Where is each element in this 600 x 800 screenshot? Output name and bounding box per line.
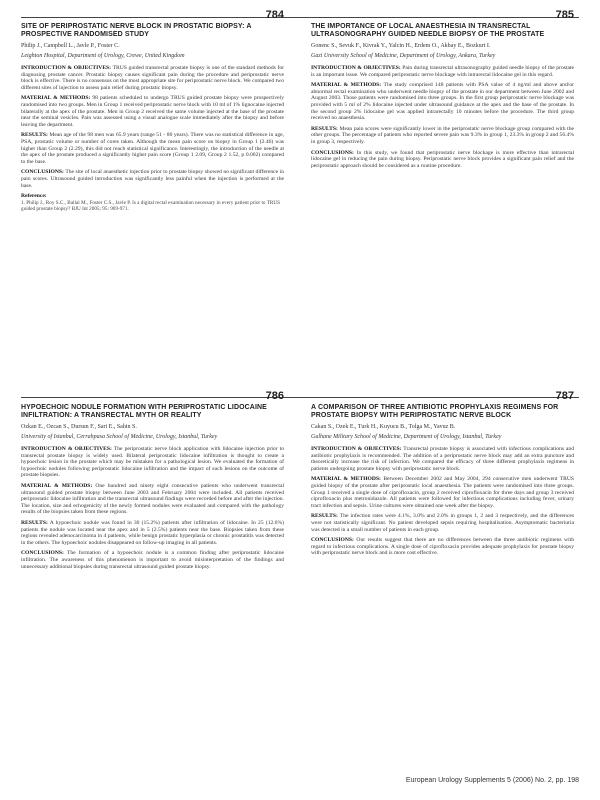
section-results: RESULTS: Mean pain scores were significantly lower in the periprostatic nerve blockage group compared with the other groups. The percentage of patients who reported severe pain was 9.3% in group 1, 23.3% in group 2 and 56.4% in group 3, respectively. [311,125,574,145]
abstract-affiliation: Gulhane Military School of Medicine, Department of Urology, Istanbul, Turkey [311,434,502,440]
abstract-title: A COMPARISON OF THREE ANTIBIOTIC PROPHYLAXIS REGIMENS FOR PROSTATE BIOPSY WITH PERIPROSTATIC NERVE BLOCK [311,404,559,419]
abstract-authors: Philip J., Campbell L., Javle P., Foster C. [21,43,120,49]
section-results: RESULTS: The infection rates were 4.1%, 3.0% and 2.0% in groups 1, 2 and 3 respectively, and the differences were not statistically significant. No patient developed sepsis requiring hospitalisation. Asymptomatic bacteriuria was detected in a small number of patients in each group. [311,513,574,533]
abstract-number: 786 [265,390,284,402]
section-introduction: INTRODUCTION & OBJECTIVES: TRUS guided transrectal prostate biopsy is one of the standard methods for diagnosing prostate cancer. Prostatic biopsy causes significant pain during the procedure and periprostatic nerve block is effective. There is no consensus on the most appropriate site for periprostatic nerve block. We compared two different sites of injection to assess pain relief during prostatic biopsy. [21,65,284,91]
abstract-title: HYPOECHOIC NODULE FORMATION WITH PERIPROSTATIC LIDOCAINE INFILTRATION: A TRANSRECTAL MYTH OR REALITY [21,404,267,419]
abstract-title: SITE OF PERIPROSTATIC NERVE BLOCK IN PROSTATIC BIOPSY: A PROSPECTIVE RANDOMISED STUDY [21,23,252,38]
section-methods: MATERIAL & METHODS: Between December 2002 and May 2004, 294 consecutive men underwent TRUS guided biopsy of the prostate after periprostatic local anaesthesia. The patients were randomised into three groups. Group 1 received a single dose of ciprofloxacin, group 2 received ciprofloxacin for three days and group 3 received ciprofloxacin plus metronidazole. All patients were followed for infectious complications including fever, urinary tract infection and sepsis. Urine cultures were obtained one week after the biopsy. [311,476,574,509]
section-results: RESULTS: A hypoechoic nodule was found in 30 (15.2%) patients after infiltration of lidocaine. In 25 (12.6%) patients the nodule was located near the apex and in 5 (2.5%) patients near the base. Biopsies taken from these regions revealed adenocarcinoma in 4 patients, while benign prostatic hyperplasia or chronic prostatitis was detected in the others. The hypoechoic nodules disappeared on follow-up imaging in all patients. [21,519,285,546]
journal-footer: European Urology Supplements 5 (2006) No. 2, pp. 198 [405,777,579,784]
section-methods: MATERIAL & METHODS: 98 patients scheduled to undergo TRUS guided prostate biopsy were prospectively randomised into two groups. Men in Group 1 received periprostatic nerve block with 10 ml of 1% lignocaine injected bilaterally at the apex of the prostate. Men in Group 2 received the same volume injected at the base of the prostate near the seminal vesicles. Pain was assessed using a visual analogue scale immediately after the biopsy and before leaving the department. [21,95,284,128]
section-introduction: INTRODUCTION & OBJECTIVES: The periprostatic nerve block application with lidocaine injection prior to transrectal prostate biopsy is widely used. Bilateral periprostatic lidocaine infiltration is thought to create a hypoechoic lesion in the prostate which may be mistaken for a pathological lesion. We evaluated the formation of hypoechoic nodules following periprostatic lidocaine infiltration and the impact of such lesions on the outcome of prostate biopsies. [21,446,285,479]
section-conclusions: CONCLUSIONS: The site of local anaesthetic injection prior to prostate biopsy showed no significant difference in pain scores. Ultrasound guided introduction was significantly less painful when the injection is performed at the base. [21,169,284,189]
section-conclusions: CONCLUSIONS: In this study, we found that periprostatic nerve blockage is more effective than intrarectal lidocaine gel in reducing the pain during biopsy. Periprostatic nerve block provides a significant pain relief and the periprostatic approach should be considered as a routine procedure. [311,149,574,169]
section-conclusions: CONCLUSIONS: Our results suggest that there are no differences between the three antibiotic regimens with regard to infectious complications. A single dose of ciprofloxacin provides adequate prophylaxis for prostate biopsy with periprostatic nerve block and is more cost effective. [311,537,574,557]
abstract-785 [311,9,574,173]
abstract-787 [311,390,574,561]
abstract-number: 784 [265,9,284,21]
abstract-authors: Gonenc S., Sevuk F., Kivrak Y., Yalcin H., Erdem O., Akbay E., Bozkurt I. [311,43,491,49]
references-text: 1. Philip J., Roy S.C., Ballal M., Foster C.S., Javle P. Is a digital rectal examination necessary in every patient prior to TRUS guided prostate biopsy? BJU Int 2005; 95: 969-971. [21,200,280,213]
section-methods: MATERIAL & METHODS: One hundred and ninety eight consecutive patients who underwent transrectal ultrasound guided prostate biopsy between June 2003 and February 2004 were included. All patients received periprostatic lidocaine infiltration and the transrectal ultrasound findings were recorded before and after the injection. The location, size and echogenicity of the newly formed nodules were evaluated and compared with the pathology results of the biopsies taken from these regions. [21,482,284,516]
section-conclusions: CONCLUSIONS: The formation of a hypoechoic nodule is a common finding after periprostatic lidocaine infiltration. The awareness of this phenomenon is important to avoid misinterpretation of the findings and unnecessary additional biopsies during transrectal ultrasound guided prostate biopsy. [21,550,284,570]
section-results: RESULTS: Mean age of the 98 men was 65.9 years (range 51 - 80 years). There was no statistical difference in age, PSA, prostatic volume or number of cores taken. Although the mean pain score on biopsy in Group 1 (2.46) was higher than Group 2 (2.29), this did not reach statistical significance. Interestingly, the introduction of the needle at the apex of the prostate produced a significantly higher pain score (Group 1 2.09, Group 2 1.52, p 0.002) compared to the base. [21,132,284,165]
abstract-title: THE IMPORTANCE OF LOCAL ANAESTHESIA IN TRANSRECTAL ULTRASONOGRAPHY GUIDED NEEDLE BIOPSY OF THE PROSTATE [311,23,545,38]
abstract-number: 785 [555,9,574,21]
abstract-affiliation: Leighton Hospital, Department of Urology, Crewe, United Kingdom [21,53,185,59]
abstract-784 [21,9,284,213]
references-heading: Reference: [21,193,47,200]
section-introduction: INTRODUCTION & OBJECTIVES: Pain during transrectal ultrasonography guided needle biopsy of the prostate is an important issue. We compared periprostatic nerve blockage with intrarectal lidocaine gel in this regard. [311,65,575,78]
abstract-authors: Ozkan E., Ozcan S., Dursun F., Sari E., Sahin S. [21,424,137,430]
abstract-affiliation: Gazi University School of Medicine, Department of Urology, Ankara, Turkey [311,53,496,59]
abstract-786 [21,390,284,574]
abstract-affiliation: University of Istanbul, Cerrahpasa School of Medicine, Urology, Istanbul, Turkey [21,434,218,440]
abstract-number: 787 [555,390,574,402]
section-introduction: INTRODUCTION & OBJECTIVES: Transrectal prostate biopsy is associated with infectious complications and antibiotic prophylaxis is recommended. The addition of a periprostatic nerve block may add an extra puncture and theoretically increase the risk of infection. We compared the efficacy of three different prophylaxis regimens in patients undergoing prostate biopsy with periprostatic nerve block. [311,446,574,472]
section-methods: MATERIAL & METHODS: The study comprised 148 patients with PSA value of 4 ng/ml and above and/or abnormal rectal examination who underwent needle biopsy of the prostate in our department between June 2002 and August 2003. Those patients were randomised into three groups. In the first group periprostatic nerve blockage was provided with 5 ml of 2% lidocaine injected under ultrasound guidance at the apex and the base of the prostate. In the second group 2% lidocaine gel was applied intrarectally 10 minutes before the procedure. The third group received no anaesthesia. [311,82,574,122]
abstract-authors: Cakan S., Ozek E., Turk H., Kuyucu B., Tolga M., Yavuz B. [311,424,456,430]
